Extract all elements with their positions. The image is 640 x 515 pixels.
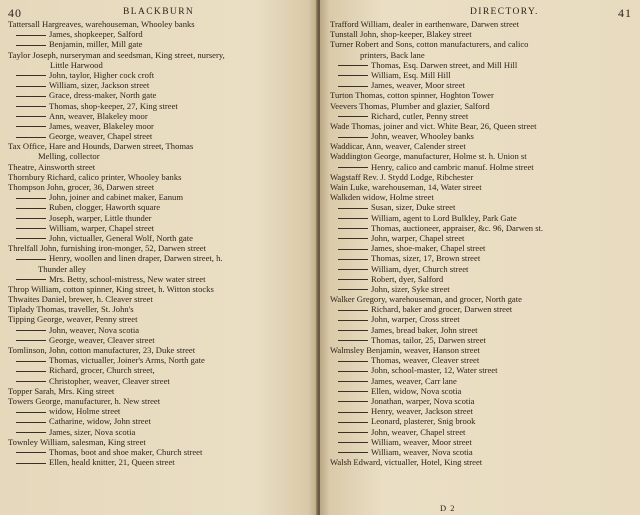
directory-entry xyxy=(330,50,630,60)
entry-text: John, joiner and cabinet maker, Eanum xyxy=(49,192,184,203)
ditto-dash xyxy=(338,310,368,311)
ditto-dash xyxy=(16,106,46,107)
directory-entry xyxy=(330,447,630,457)
directory-entry xyxy=(8,447,308,457)
entry-text: James, shopkeeper, Salford xyxy=(49,29,143,40)
entry-text: Richard, baker and grocer, Darwen street xyxy=(371,304,513,315)
entry-text: Towers George, manufacturer, h. New street xyxy=(8,395,161,406)
directory-entry xyxy=(330,457,630,467)
entry-text: Richard, grocer, Church street, xyxy=(49,365,155,376)
ditto-dash xyxy=(16,35,46,36)
ditto-dash xyxy=(16,86,46,87)
entry-text: widow, Holme street xyxy=(49,406,121,417)
entry-text: Henry, woollen and linen draper, Darwen street, h. xyxy=(49,253,223,264)
ditto-dash xyxy=(16,361,46,362)
entry-text: Ruben, clogger, Haworth square xyxy=(49,202,161,213)
directory-entry xyxy=(330,131,630,141)
left-page-entries xyxy=(8,19,308,467)
ditto-dash xyxy=(338,65,368,66)
entry-text: Turton Thomas, cotton spinner, Hoghton Tower xyxy=(330,90,494,101)
ditto-dash xyxy=(16,137,46,138)
directory-entry xyxy=(330,274,630,284)
directory-entry xyxy=(330,325,630,335)
entry-text: Jonathan, warper, Nova scotia xyxy=(371,395,475,406)
entry-text: Thomas, auctioneer, appraiser, &c. 96, Darwen st. xyxy=(371,222,544,233)
entry-text: Tax Office, Hare and Hounds, Darwen street, Thomas xyxy=(8,141,194,152)
ditto-dash xyxy=(338,412,368,413)
right-page-header xyxy=(330,6,634,20)
directory-entry xyxy=(8,335,308,345)
right-page-entries xyxy=(330,19,630,467)
entry-text: John, taylor, Higher cock croft xyxy=(49,69,155,80)
entry-text: Little Harwood xyxy=(50,59,103,70)
directory-entry xyxy=(330,101,630,111)
entry-text: Joseph, warper, Little thunder xyxy=(49,212,152,223)
directory-entry xyxy=(8,345,308,355)
directory-entry xyxy=(8,264,308,274)
entry-text: Wade Thomas, joiner and vict. White Bear, 26, Queen street xyxy=(330,120,537,131)
entry-text: Christopher, weaver, Cleaver street xyxy=(49,375,170,386)
directory-entry xyxy=(8,274,308,284)
directory-entry xyxy=(330,284,630,294)
directory-entry xyxy=(330,345,630,355)
directory-entry xyxy=(8,243,308,253)
entry-text: Robert, dyer, Salford xyxy=(371,273,444,284)
ditto-dash xyxy=(16,463,46,464)
directory-entry xyxy=(8,427,308,437)
directory-entry xyxy=(330,141,630,151)
ditto-dash xyxy=(338,340,368,341)
entry-text: James, weaver, Carr lane xyxy=(371,375,457,386)
directory-entry xyxy=(8,457,308,467)
entry-text: Thomas, boot and shoe maker, Church street xyxy=(49,446,203,457)
ditto-dash xyxy=(338,442,368,443)
entry-text: John, victualler, General Wolf, North gate xyxy=(49,232,193,243)
entry-text: Tomlinson, John, cotton manufacturer, 23, Duke street xyxy=(8,345,196,355)
entry-text: Waddicar, Ann, weaver, Calender street xyxy=(330,141,466,152)
entry-text: James, bread baker, John street xyxy=(371,324,478,335)
ditto-dash xyxy=(338,238,368,239)
entry-text: Leonard, plasterer, Snig brook xyxy=(371,416,476,427)
directory-entry xyxy=(330,416,630,426)
directory-entry xyxy=(8,121,308,131)
ditto-dash xyxy=(338,371,368,372)
right-page xyxy=(320,0,640,515)
ditto-dash xyxy=(338,259,368,260)
ditto-dash xyxy=(16,422,46,423)
entry-text: Henry, calico and cambric manuf. Holme street xyxy=(371,161,534,172)
ditto-dash xyxy=(16,371,46,372)
ditto-dash xyxy=(338,381,368,382)
entry-text: Tipping George, weaver, Penny street xyxy=(8,314,138,325)
ditto-dash xyxy=(16,228,46,229)
directory-entry xyxy=(330,151,630,161)
ditto-dash xyxy=(16,126,46,127)
entry-text: Thunder alley xyxy=(38,263,86,274)
ditto-dash xyxy=(338,269,368,270)
ditto-dash xyxy=(338,422,368,423)
directory-entry xyxy=(8,60,308,70)
directory-entry xyxy=(8,304,308,314)
directory-entry xyxy=(8,29,308,39)
entry-text: Susan, sizer, Duke street xyxy=(371,202,456,213)
ditto-dash xyxy=(338,330,368,331)
directory-entry xyxy=(8,70,308,80)
directory-entry xyxy=(330,111,630,121)
entry-text: Thomas, victualler, Joiner's Arms, North gate xyxy=(49,355,205,366)
entry-text: Thomas, weaver, Cleaver street xyxy=(371,355,480,366)
entry-text: Turner Robert and Sons, cotton manufacturers, and calico xyxy=(330,39,529,50)
ditto-dash xyxy=(338,75,368,76)
left-page xyxy=(0,0,318,515)
entry-text: John, sizer, Syke street xyxy=(371,283,450,294)
directory-entry xyxy=(330,39,630,49)
entry-text: Ellen, heald knitter, 21, Queen street xyxy=(49,457,175,468)
ditto-dash xyxy=(16,96,46,97)
entry-text: Townley William, salesman, King street xyxy=(8,436,146,447)
directory-entry xyxy=(330,396,630,406)
directory-entry xyxy=(330,264,630,274)
entry-text: William, agent to Lord Bulkley, Park Gate xyxy=(371,212,517,223)
directory-entry xyxy=(330,90,630,100)
directory-entry xyxy=(330,376,630,386)
ditto-dash xyxy=(338,432,368,433)
entry-text: Veevers Thomas, Plumber and glazier, Salford xyxy=(330,100,490,111)
ditto-dash xyxy=(338,137,368,138)
ditto-dash xyxy=(16,45,46,46)
directory-entry xyxy=(330,355,630,365)
directory-entry xyxy=(8,141,308,151)
entry-text: Thomas, sizer, 17, Brown street xyxy=(371,253,481,264)
directory-entry xyxy=(330,172,630,182)
ditto-dash xyxy=(16,238,46,239)
entry-text: Mrs. Betty, school-mistress, New water street xyxy=(49,273,206,284)
ditto-dash xyxy=(338,228,368,229)
entry-text: Thwaites Daniel, brewer, h. Cleaver street xyxy=(8,294,153,305)
entry-text: William, weaver, Moor street xyxy=(371,436,472,447)
entry-text: Thomas, tailor, 25, Darwen street xyxy=(371,334,486,345)
entry-text: Waddington George, manufacturer, Holme st. h. Union st xyxy=(330,151,527,162)
directory-entry xyxy=(8,101,308,111)
signature-mark: D 2 xyxy=(440,503,456,513)
directory-entry xyxy=(330,60,630,70)
directory-entry xyxy=(8,39,308,49)
directory-entry xyxy=(330,182,630,192)
directory-entry xyxy=(8,80,308,90)
directory-entry xyxy=(330,386,630,396)
left-page-number: 40 xyxy=(8,6,22,20)
entry-text: Thomas, Esq. Darwen street, and Mill Hill xyxy=(371,59,518,70)
entry-text: William, dyer, Church street xyxy=(371,263,469,274)
ditto-dash xyxy=(338,320,368,321)
directory-entry xyxy=(330,304,630,314)
directory-entry xyxy=(8,90,308,100)
directory-entry xyxy=(330,427,630,437)
directory-entry xyxy=(330,294,630,304)
entry-text: Melling, collector xyxy=(38,151,100,162)
right-page-number: 41 xyxy=(618,6,632,20)
ditto-dash xyxy=(338,452,368,453)
entry-text: Richard, cutler, Penny street xyxy=(371,110,469,121)
ditto-dash xyxy=(16,208,46,209)
entry-text: Wagstaff Rev. J. Stydd Lodge, Ribchester xyxy=(330,171,474,182)
entry-text: Throp William, cotton spinner, King street, h. Witton stocks xyxy=(8,283,214,294)
entry-text: Trafford William, dealer in earthenware, Darwen street xyxy=(330,19,519,29)
entry-text: Catharine, widow, John street xyxy=(49,416,151,427)
directory-entry xyxy=(330,223,630,233)
directory-entry xyxy=(8,223,308,233)
directory-entry xyxy=(330,365,630,375)
ditto-dash xyxy=(338,208,368,209)
directory-entry xyxy=(330,243,630,253)
entry-text: Ellen, widow, Nova scotia xyxy=(371,385,462,396)
ditto-dash xyxy=(16,330,46,331)
left-running-title: BLACKBURN xyxy=(123,7,195,17)
ditto-dash xyxy=(338,116,368,117)
directory-entry xyxy=(330,70,630,80)
ditto-dash xyxy=(338,249,368,250)
entry-text: Taylor Joseph, nurseryman and seedsman, King street, nursery, xyxy=(8,49,225,60)
directory-entry xyxy=(330,80,630,90)
entry-text: William, weaver, Nova scotia xyxy=(371,446,473,457)
entry-text: printers, Back lane xyxy=(360,49,425,60)
directory-entry xyxy=(330,437,630,447)
ditto-dash xyxy=(338,86,368,87)
entry-text: William, Esq. Mill Hill xyxy=(371,69,451,80)
entry-text: Tattersall Hargreaves, warehouseman, Whooley banks xyxy=(8,19,195,29)
ditto-dash xyxy=(16,259,46,260)
entry-text: Thompson John, grocer, 36, Darwen street xyxy=(8,182,155,192)
ditto-dash xyxy=(338,361,368,362)
directory-entry xyxy=(8,355,308,365)
ditto-dash xyxy=(16,75,46,76)
entry-text: John, weaver, Nova scotia xyxy=(49,324,140,335)
entry-text: William, sizer, Jackson street xyxy=(49,80,150,91)
directory-entry xyxy=(330,213,630,223)
ditto-dash xyxy=(16,381,46,382)
directory-entry xyxy=(330,314,630,324)
left-page-header xyxy=(8,6,310,20)
ditto-dash xyxy=(16,198,46,199)
ditto-dash xyxy=(338,391,368,392)
ditto-dash xyxy=(16,340,46,341)
directory-entry xyxy=(330,162,630,172)
directory-entry xyxy=(8,294,308,304)
entry-text: Henry, weaver, Jackson street xyxy=(371,406,473,417)
directory-entry xyxy=(8,131,308,141)
directory-entry xyxy=(8,162,308,172)
directory-entry xyxy=(8,202,308,212)
directory-entry xyxy=(8,396,308,406)
directory-entry xyxy=(8,253,308,263)
directory-entry xyxy=(330,233,630,243)
directory-entry xyxy=(8,233,308,243)
directory-entry xyxy=(330,335,630,345)
entry-text: John, weaver, Chapel street xyxy=(371,426,466,437)
entry-text: Walker Gregory, warehouseman, and grocer, North gate xyxy=(330,294,522,305)
entry-text: James, shoe-maker, Chapel street xyxy=(371,243,486,254)
entry-text: Walkden widow, Holme street xyxy=(330,192,434,203)
directory-entry xyxy=(330,121,630,131)
directory-entry xyxy=(8,151,308,161)
ditto-dash xyxy=(338,279,368,280)
ditto-dash xyxy=(338,289,368,290)
directory-entry xyxy=(8,365,308,375)
entry-text: Thornbury Richard, calico printer, Whooley banks xyxy=(8,171,182,182)
entry-text: James, weaver, Moor street xyxy=(371,80,465,91)
entry-text: George, weaver, Chapel street xyxy=(49,131,153,142)
entry-text: Benjamin, miller, Mill gate xyxy=(49,39,143,50)
directory-entry xyxy=(8,192,308,202)
directory-entry xyxy=(8,325,308,335)
directory-entry xyxy=(8,416,308,426)
entry-text: Thomas, shop-keeper, 27, King street xyxy=(49,100,178,111)
entry-text: Ann, weaver, Blakeley moor xyxy=(49,110,148,121)
entry-text: Grace, dress-maker, North gate xyxy=(49,90,157,101)
entry-text: James, weaver, Blakeley moor xyxy=(49,120,154,131)
directory-entry xyxy=(8,437,308,447)
ditto-dash xyxy=(338,167,368,168)
directory-entry xyxy=(8,172,308,182)
ditto-dash xyxy=(338,218,368,219)
directory-entry xyxy=(8,182,308,192)
entry-text: James, sizer, Nova scotia xyxy=(49,426,136,437)
directory-entry xyxy=(330,406,630,416)
directory-entry xyxy=(330,202,630,212)
right-running-title: DIRECTORY. xyxy=(470,7,539,17)
entry-text: Theatre, Ainsworth street xyxy=(8,161,96,172)
directory-entry xyxy=(8,50,308,60)
entry-text: George, weaver, Cleaver street xyxy=(49,334,155,345)
ditto-dash xyxy=(16,116,46,117)
directory-entry xyxy=(8,314,308,324)
directory-entry xyxy=(8,284,308,294)
ditto-dash xyxy=(338,401,368,402)
entry-text: Threlfall John, furnishing iron-monger, 52, Darwen street xyxy=(8,243,206,254)
entry-text: Wain Luke, warehouseman, 14, Water street xyxy=(330,182,482,192)
entry-text: John, warper, Cross street xyxy=(371,314,460,325)
entry-text: John, weaver, Whooley banks xyxy=(371,131,474,142)
entry-text: Tiplady Thomas, traveller, St. John's xyxy=(8,304,134,315)
directory-entry xyxy=(8,19,308,29)
entry-text: Topper Sarah, Mrs. King street xyxy=(8,385,115,396)
entry-text: John, warper, Chapel street xyxy=(371,232,465,243)
directory-entry xyxy=(8,111,308,121)
directory-entry xyxy=(8,376,308,386)
entry-text: John, school-master, 12, Water street xyxy=(371,365,498,376)
directory-entry xyxy=(8,406,308,416)
directory-entry xyxy=(8,213,308,223)
ditto-dash xyxy=(16,218,46,219)
entry-text: William, warper, Chapel street xyxy=(49,222,155,233)
ditto-dash xyxy=(16,279,46,280)
directory-entry xyxy=(330,253,630,263)
entry-text: Walsh Edward, victualler, Hotel, King street xyxy=(330,457,483,468)
entry-text: Tunstall John, shop-keeper, Blakey street xyxy=(330,29,472,40)
ditto-dash xyxy=(16,412,46,413)
directory-entry xyxy=(330,29,630,39)
ditto-dash xyxy=(16,432,46,433)
entry-text: Walmsley Benjamin, weaver, Hanson street xyxy=(330,345,480,355)
directory-entry xyxy=(330,192,630,202)
ditto-dash xyxy=(16,452,46,453)
directory-entry xyxy=(8,386,308,396)
directory-entry xyxy=(330,19,630,29)
